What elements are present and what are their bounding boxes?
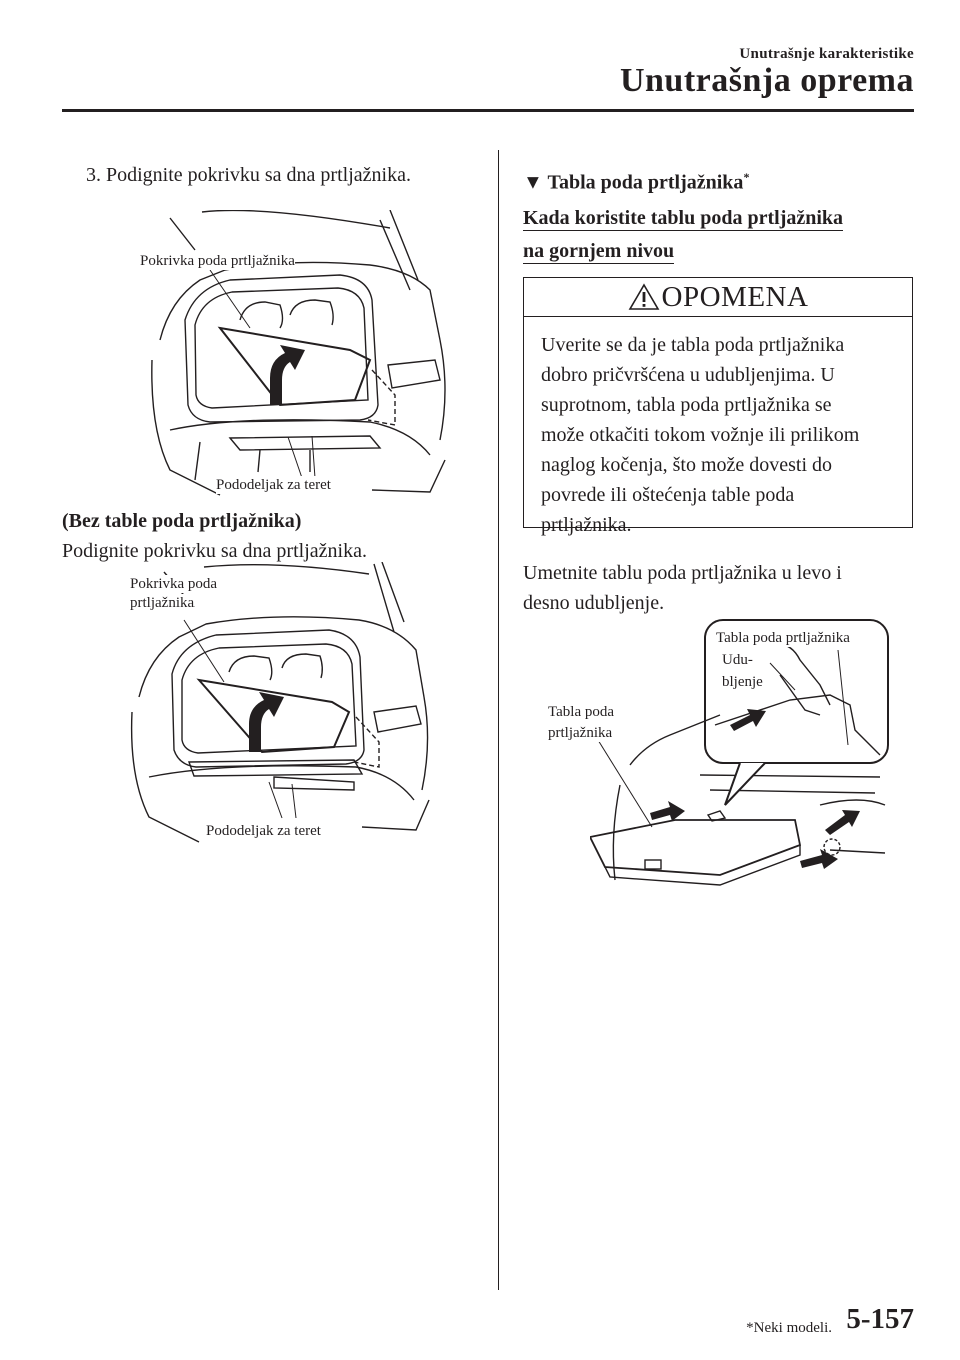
label-trunk-cover-line2: prtljažnika xyxy=(130,595,195,611)
warning-line: Uverite se da je tabla poda prtljažnika xyxy=(541,334,845,356)
footnote: *Neki modeli. xyxy=(746,1320,832,1336)
warning-line: može otkačiti tokom vožnje ili prilikom xyxy=(541,424,860,446)
label-board-line2: prtljažnika xyxy=(548,725,613,741)
label-recess-line1: Udu- xyxy=(722,652,753,668)
label-recess-line2: bljenje xyxy=(722,674,763,690)
chapter-label: Unutrašnje karakteristike xyxy=(739,46,914,62)
instruction-line: desno udubljenje. xyxy=(523,592,665,614)
label-cargo-bin: Pododeljak za teret xyxy=(216,477,331,493)
section-star: * xyxy=(743,170,750,184)
subhead-line-2: na gornjem nivou xyxy=(523,240,675,262)
section-marker: ▼ xyxy=(523,171,543,194)
instruction-line: Umetnite tablu poda prtljažnika u levo i xyxy=(523,562,842,584)
label-trunk-cover-line1: Pokrivka poda xyxy=(130,576,218,592)
warning-text xyxy=(541,330,911,540)
label-cargo-bin: Pododeljak za teret xyxy=(206,823,321,839)
subhead-no-board: (Bez table poda prtljažnika) xyxy=(62,510,302,532)
header-rule xyxy=(62,109,914,112)
step-3-text: 3. Podignite pokrivku sa dna prtljažnika. xyxy=(86,164,411,186)
warning-line: naglog kočenja, što može dovesti do xyxy=(541,454,833,476)
warning-box xyxy=(523,277,913,536)
page-title: Unutrašnja oprema xyxy=(619,62,914,99)
page-number: 5-157 xyxy=(846,1303,914,1335)
instruction-no-board: Podignite pokrivku sa dna prtljažnika. xyxy=(62,540,367,562)
warning-line: prtljažnika. xyxy=(541,514,632,536)
label-board-top: Tabla poda prtljažnika xyxy=(716,630,850,646)
instruction-text xyxy=(523,558,842,618)
warning-line: suprotnom, tabla poda prtljažnika se xyxy=(541,394,832,416)
label-trunk-cover: Pokrivka poda prtljažnika xyxy=(140,253,295,269)
section-heading xyxy=(523,162,749,198)
warning-line: povrede ili oštećenja table poda xyxy=(541,484,795,506)
warning-title-bar xyxy=(524,278,912,317)
warning-line: dobro pričvršćena u udubljenjima. U xyxy=(541,364,835,386)
subhead-line-1: Kada koristite tablu poda prtljažnika xyxy=(523,207,844,229)
warning-triangle-icon xyxy=(628,283,660,311)
warning-title: OPOMENA xyxy=(661,280,809,313)
section-title: Tabla poda prtljažnika xyxy=(547,171,744,194)
column-divider xyxy=(498,150,499,1290)
label-board-line1: Tabla poda xyxy=(548,704,615,720)
subhead xyxy=(523,202,843,268)
